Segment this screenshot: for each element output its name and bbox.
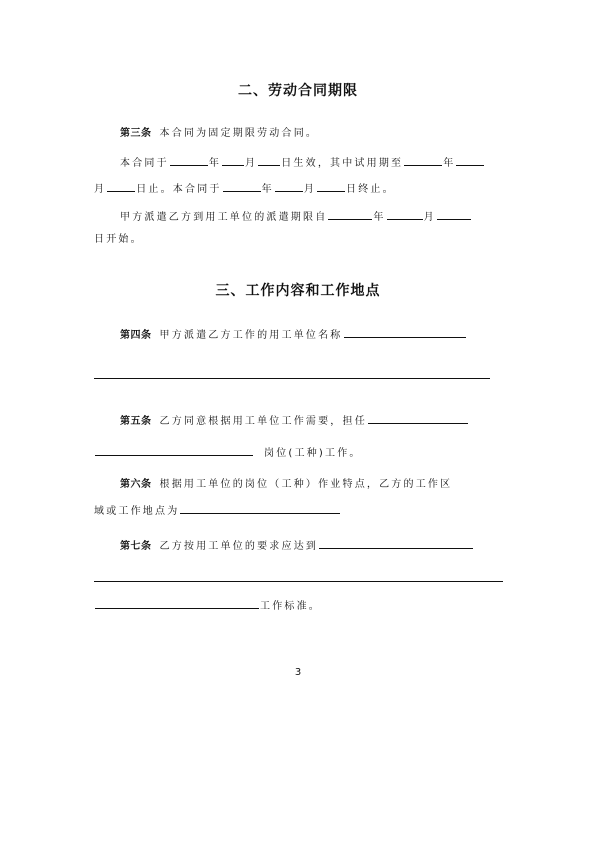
probation-month-blank[interactable] — [456, 154, 484, 166]
page-number: 3 — [294, 667, 302, 678]
month-label: 月 — [94, 184, 107, 195]
term-text: 日生效，其中试用期至 — [281, 158, 404, 169]
dispatch-day-blank[interactable] — [437, 208, 471, 220]
position-blank-line-2[interactable] — [95, 444, 253, 456]
start-year-blank[interactable] — [170, 154, 208, 166]
article-7-text: 乙方按用工单位的要求应达到 — [159, 541, 319, 552]
end-month-blank[interactable] — [275, 180, 303, 192]
probation-day-blank[interactable] — [107, 180, 135, 192]
term-text: 本合同于 — [120, 158, 169, 169]
end-day-blank[interactable] — [317, 180, 345, 192]
section-heading-term: 二、劳动合同期限 — [238, 83, 358, 99]
article-6 — [120, 478, 452, 492]
work-standard-blank-line-3[interactable] — [95, 597, 259, 609]
work-location-blank[interactable] — [180, 502, 340, 514]
start-day-blank[interactable] — [258, 154, 280, 166]
article-6-line-2-text: 域或工作地点为 — [94, 506, 180, 517]
employer-name-blank-line-2[interactable] — [94, 378, 490, 379]
term-text: 日止。本合同于 — [136, 184, 222, 195]
article-3 — [120, 127, 318, 141]
article-5 — [120, 412, 469, 429]
employer-name-blank[interactable] — [344, 326, 466, 338]
month-label: 月 — [423, 212, 436, 223]
year-label: 年 — [373, 212, 386, 223]
article-3-text: 本合同为固定期限劳动合同。 — [159, 128, 319, 139]
dispatch-month-blank[interactable] — [387, 208, 423, 220]
article-5-line-2 — [94, 444, 362, 461]
article-7-line-3 — [94, 597, 321, 614]
month-label: 月 — [245, 158, 258, 169]
term-line-2 — [94, 180, 395, 197]
article-4-text: 甲方派遣乙方工作的用工单位名称 — [159, 330, 343, 341]
article-5-text: 乙方同意根据用工单位工作需要，担任 — [159, 416, 367, 427]
article-7-label: 第七条 — [120, 541, 152, 552]
dispatch-text: 甲方派遣乙方到用工单位的派遣期限自 — [120, 212, 328, 223]
work-standard-blank-line-2[interactable] — [94, 581, 503, 582]
article-4-label: 第四条 — [120, 330, 152, 341]
article-6-line-2 — [94, 502, 341, 519]
article-7-tail: 工作标准。 — [260, 601, 321, 612]
dispatch-year-blank[interactable] — [328, 208, 372, 220]
term-text: 日终止。 — [346, 184, 395, 195]
end-year-blank[interactable] — [223, 180, 261, 192]
article-7 — [120, 537, 474, 554]
year-label: 年 — [443, 158, 456, 169]
dispatch-line-2: 日开始。 — [94, 234, 143, 245]
article-6-label: 第六条 — [120, 479, 152, 490]
position-blank[interactable] — [368, 412, 468, 424]
year-label: 年 — [208, 158, 222, 169]
article-4 — [120, 326, 467, 343]
article-6-text: 根据用工单位的岗位（工种）作业特点，乙方的工作区 — [159, 479, 453, 490]
article-5-label: 第五条 — [120, 416, 152, 427]
month-label: 月 — [303, 184, 317, 195]
dispatch-line-1 — [120, 208, 472, 225]
probation-year-blank[interactable] — [404, 154, 442, 166]
term-line-1 — [120, 154, 485, 171]
article-5-tail: 岗位(工种)工作。 — [264, 448, 362, 459]
section-heading-work: 三、工作内容和工作地点 — [215, 283, 381, 299]
year-label: 年 — [261, 184, 274, 195]
work-standard-blank[interactable] — [319, 537, 473, 549]
article-3-label: 第三条 — [120, 128, 152, 139]
start-month-blank[interactable] — [222, 154, 244, 166]
